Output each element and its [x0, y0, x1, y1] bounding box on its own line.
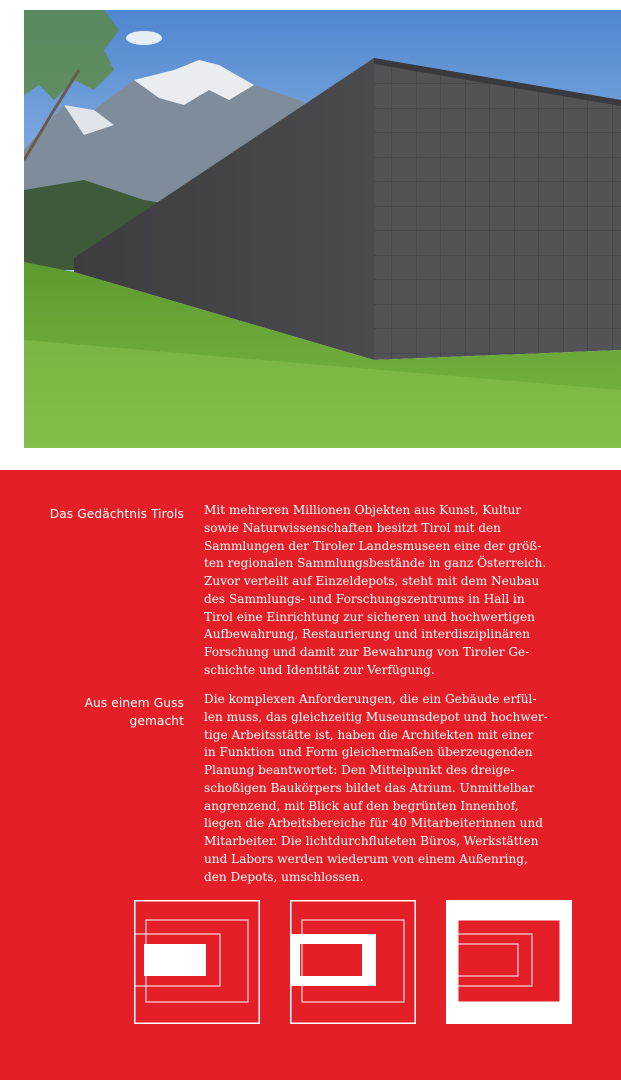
text-line: liegen die Arbeitsbereiche für 40 Mitarbeiterinnen und [204, 816, 543, 831]
text-line: des Sammlungs- und Forschungszentrums in Hall in [204, 591, 525, 606]
plan-diagram-atrium [134, 900, 260, 1024]
text-line: Die komplexen Anforderungen, die ein Gebäude erfül- [204, 692, 537, 706]
text-line: schoßigen Baukörpers bildet das Atrium. Unmittelbar [204, 780, 535, 795]
text-line: tige Arbeitsstätte ist, haben die Architekten mit einer [204, 727, 534, 742]
text-line: Zuvor verteilt auf Einzeldepots, steht mit dem Neubau [204, 574, 540, 588]
text-line: Tirol eine Einrichtung zur sicheren und hochwertigen [204, 609, 535, 624]
building-photo-illustration [24, 10, 621, 448]
text-line: sowie Naturwissenschaften besitzt Tirol mit den [204, 520, 501, 535]
text-line: ten regionalen Sammlungsbestände in ganz Österreich. [204, 556, 547, 571]
text-line: den Depots, umschlossen. [204, 869, 364, 884]
building-facade [374, 58, 621, 360]
section-text-guss [204, 691, 612, 886]
content-panel [0, 470, 621, 1080]
plan-diagram-depot [446, 900, 572, 1024]
text-line: Sammlungen der Tiroler Landesmuseen eine der größ- [204, 538, 542, 553]
text-line: Planung beantwortet: Den Mittelpunkt des dreige- [204, 763, 515, 777]
text-line: in Funktion und Form gleichermaßen überzeugenden [204, 745, 533, 760]
text-line: schichte und Identität zur Verfügung. [204, 662, 435, 677]
text-line: Forschung und damit zur Bewahrung von Tiroler Ge- [204, 645, 530, 659]
text-line: Aufbewahrung, Restaurierung und interdisziplinären [204, 627, 530, 642]
section-heading-guss [0, 694, 184, 730]
building-photo [24, 10, 621, 448]
text-line: Mit mehreren Millionen Objekten aus Kunst, Kultur [204, 503, 522, 517]
text-line: angrenzend, mit Blick auf den begrünten Innenhof, [204, 798, 519, 813]
text-line: Mitarbeiter. Die lichtdurchfluteten Büros, Werkstätten [204, 834, 539, 848]
section-text-gedaechtnis [204, 502, 612, 680]
text-line: und Labors werden wiederum von einem Außenring, [204, 851, 528, 866]
section-heading-line: Das Gedächtnis Tirols [49, 507, 184, 521]
text-line: len muss, das gleichzeitig Museumsdepot und hochwer- [204, 709, 548, 724]
section-heading-line: gemacht [129, 714, 184, 728]
section-heading-gedaechtnis [0, 505, 184, 523]
plan-diagram-workspace [290, 900, 416, 1024]
section-heading-line: Aus einem Guss [84, 696, 184, 710]
